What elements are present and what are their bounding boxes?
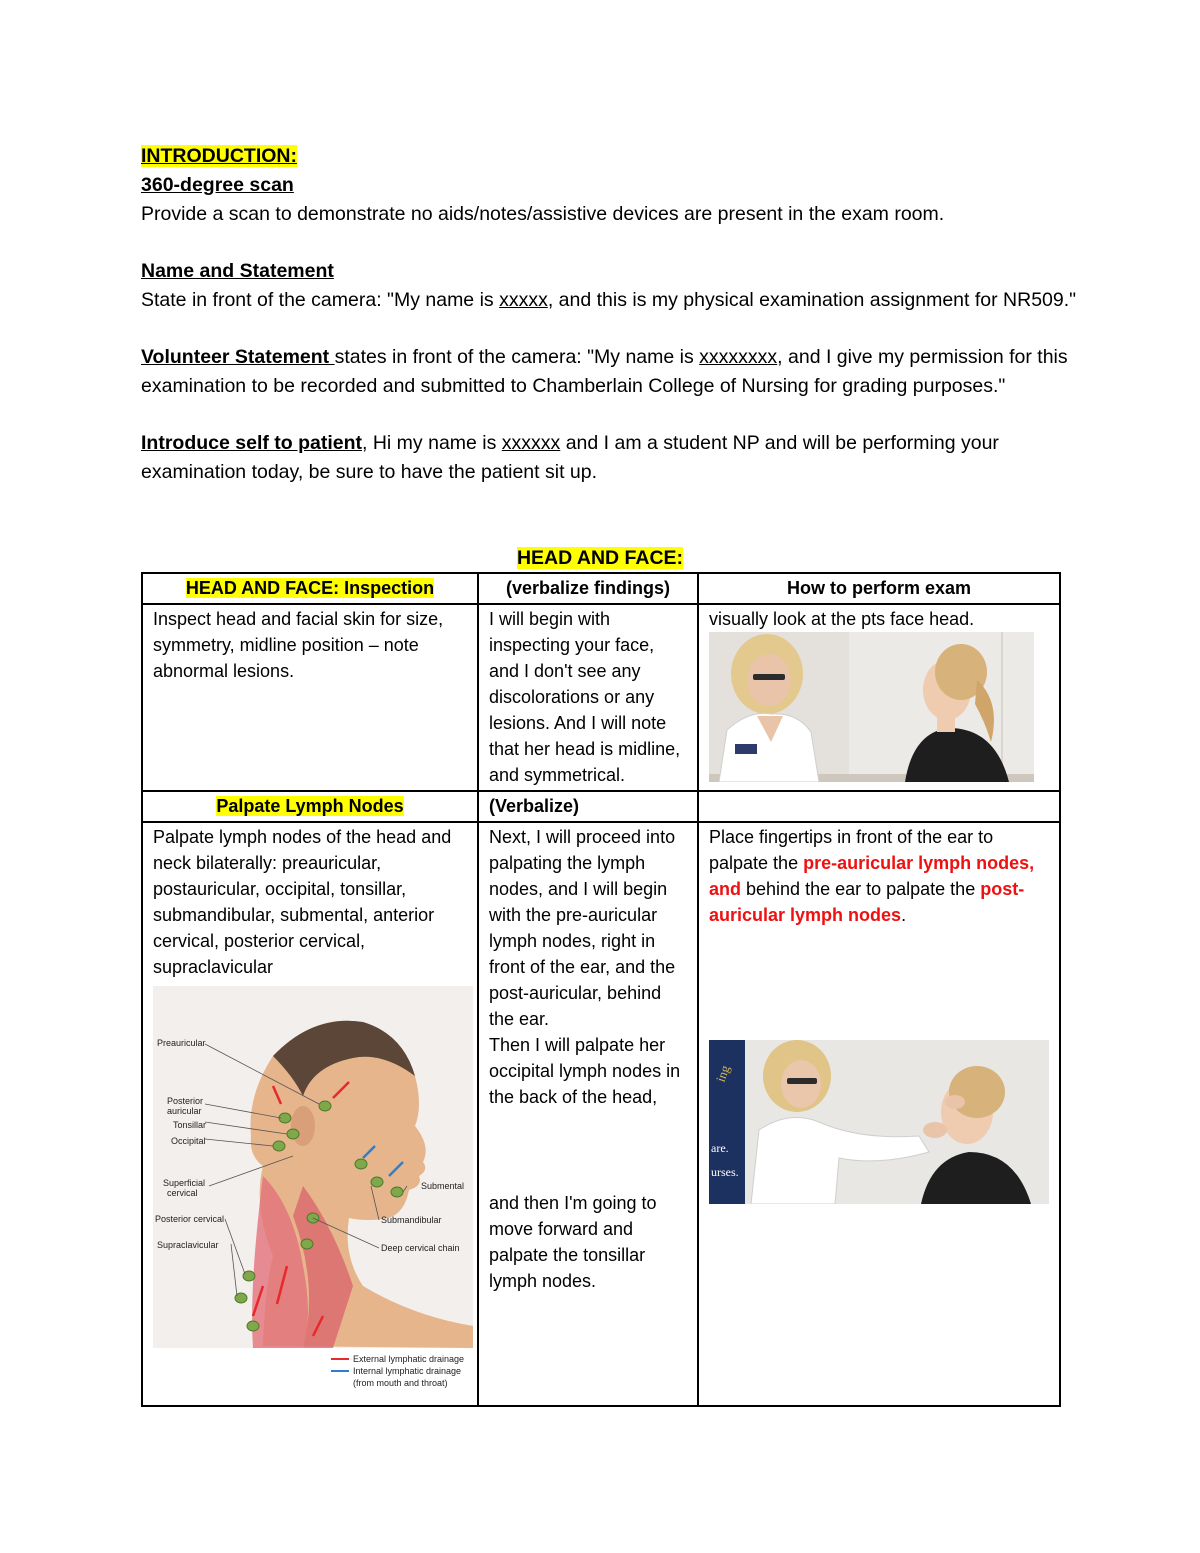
- palpate-instructions: Palpate lymph nodes of the head and neck bilaterally: preauricular, postauricular, occipital, tonsillar, submandibular, submental, anterior cervical, posterior cervical, supraclavicular: [153, 827, 452, 977]
- scan-title: 360-degree scan: [141, 174, 294, 196]
- palpate-verbalization-1: Next, I will proceed into palpating the lymph nodes, and I will begin with the pre-auricular lymph nodes, right in front of the ear, and the post-auricular, behind the ear.: [489, 827, 676, 1029]
- legend-external: External lymphatic drainage: [353, 1354, 465, 1364]
- label-occipital: Occipital: [171, 1136, 206, 1146]
- volunteer-placeholder: xxxxxxxx: [699, 346, 778, 368]
- subheader-verbalize: (Verbalize): [478, 791, 698, 822]
- introduce-placeholder: xxxxxx: [501, 432, 561, 454]
- table-row: [142, 822, 1060, 1406]
- label-superficial-2: cervical: [167, 1188, 198, 1198]
- label-tonsillar: Tonsillar: [173, 1120, 207, 1130]
- introduce-self: Introduce self to patient, Hi my name is xxxxxx and I am a student NP and will be performing your examination today, be sure to have the patient sit up.: [141, 432, 999, 483]
- label-submandibular: Submandibular: [381, 1215, 442, 1225]
- subheader-palpate: Palpate Lymph Nodes: [142, 791, 478, 822]
- palpate-instructions-cell: [142, 822, 478, 1406]
- table-subheader-row: [142, 791, 1060, 822]
- palpate-method-cell: [698, 822, 1060, 1406]
- header-inspection: HEAD AND FACE: Inspection: [142, 573, 478, 604]
- volunteer-statement: Volunteer Statement states in front of the camera: "My name is xxxxxxxx, and I give my permission for this examination to be recorded and submitted to Chamberlain College of Nursing for grading purposes.": [141, 346, 1068, 397]
- introduction-heading: INTRODUCTION:: [141, 145, 297, 167]
- palpate-verbalization-cell: [478, 822, 698, 1406]
- header-verbalize-findings: (verbalize findings): [478, 573, 698, 604]
- palpation-photo: [709, 1040, 1049, 1204]
- volunteer-statement-title: Volunteer Statement: [141, 346, 335, 368]
- banner-text-urses: urses.: [711, 1165, 739, 1179]
- label-posterior-auricular-1: Posterior: [167, 1096, 204, 1106]
- label-posterior-auricular-2: auricular: [167, 1106, 202, 1116]
- subheader-empty: [698, 791, 1060, 822]
- inspection-instructions: Inspect head and facial skin for size, symmetry, midline position – note abnormal lesions.: [142, 604, 478, 791]
- inspection-photo: [709, 632, 1034, 782]
- label-superficial-1: Superficial: [163, 1178, 206, 1188]
- inspection-method-cell: [698, 604, 1060, 791]
- table-header-row: [142, 573, 1060, 604]
- palpate-verbalization-3: and then I'm going to move forward and palpate the tonsillar lymph nodes.: [489, 1193, 657, 1291]
- lymph-node-diagram: [153, 986, 475, 1396]
- label-submental: Submental: [421, 1181, 465, 1191]
- table-row: [142, 604, 1060, 791]
- name-placeholder: xxxxx: [499, 289, 548, 311]
- inspection-verbalization: I will begin with inspecting your face, and I don't see any discolorations or any lesions. And I will note that her head is midline, and symmetrical.: [478, 604, 698, 791]
- scan-text: Provide a scan to demonstrate no aids/notes/assistive devices are present in the exam room.: [141, 203, 945, 225]
- banner-text-are: are.: [711, 1141, 729, 1155]
- introduce-self-title: Introduce self to patient: [141, 432, 363, 454]
- introduction-section: [141, 142, 1101, 487]
- inspection-method: visually look at the pts face head.: [709, 609, 975, 629]
- name-statement-text: State in front of the camera: "My name is xxxxx, and this is my physical examination assignment for NR509.": [141, 289, 1077, 311]
- header-how-to-perform: How to perform exam: [698, 573, 1060, 604]
- exam-table: [141, 572, 1061, 1407]
- legend-internal-2: (from mouth and throat): [353, 1378, 448, 1388]
- label-supraclavicular: Supraclavicular: [157, 1240, 219, 1250]
- legend-internal-1: Internal lymphatic drainage: [353, 1366, 462, 1376]
- section-title: HEAD AND FACE:: [516, 547, 684, 569]
- palpate-verbalization-2: Then I will palpate her occipital lymph nodes in the back of the head,: [489, 1035, 681, 1107]
- banner-text-ing: ing: [712, 1063, 733, 1084]
- label-deep-cervical: Deep cervical chain: [381, 1243, 460, 1253]
- palpate-method: Place fingertips in front of the ear to palpate the pre-auricular lymph nodes, and behind the ear to palpate the post-auricular lymph nodes.: [709, 827, 1035, 925]
- label-preauricular: Preauricular: [157, 1038, 206, 1048]
- name-statement-title: Name and Statement: [141, 260, 334, 282]
- label-posterior-cervical: Posterior cervical: [155, 1214, 225, 1224]
